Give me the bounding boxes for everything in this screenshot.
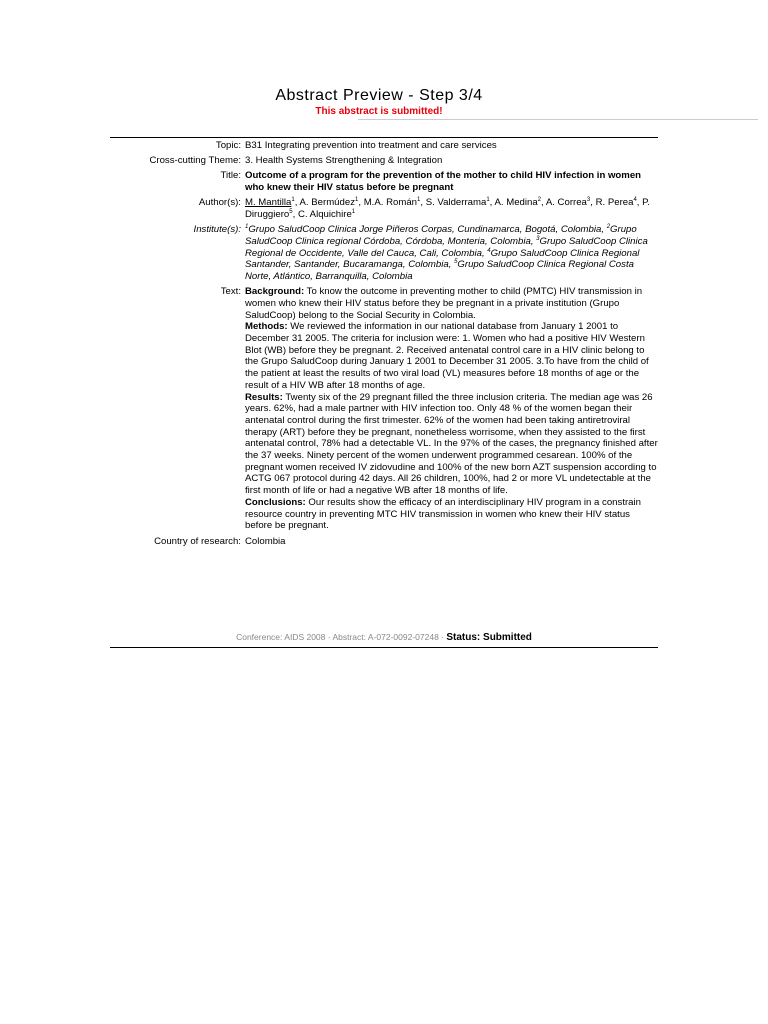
topic-label: Topic: [215, 140, 241, 151]
author-affiliation-number: 2 [537, 197, 542, 204]
section-heading: Results: [244, 391, 283, 403]
section-body: To know the outcome in preventing mother to child (PMTC) HIV transmission in women who knew their HIV status before they be pregnant in a private institution (Grupo SaludCoop) belong to the Social Security in Colombia. [244, 286, 643, 321]
abstract-section [245, 392, 658, 497]
author-affiliation-number: 4 [633, 197, 637, 204]
country-row [110, 536, 658, 548]
theme-label: Cross-cutting Theme: [149, 155, 241, 167]
country-value: Colombia [244, 535, 286, 547]
abstract-section [245, 497, 658, 532]
theme-row [110, 155, 658, 170]
institute-number: 5 [454, 259, 458, 266]
author-affiliation-number: 5 [289, 209, 293, 216]
abstract-text [245, 286, 658, 535]
author-name[interactable]: M. Mantilla [244, 197, 292, 209]
topic-value: B31 Integrating prevention into treatment and care services [244, 140, 497, 151]
author-name: C. Alquichire [297, 209, 352, 221]
institute-name: Grupo SaludCoop Clinica regional Córdoba, Córdoba, Monteria, Colombia [244, 224, 637, 247]
abstract-section [245, 321, 658, 391]
authors-row [110, 197, 658, 224]
text-row [110, 286, 658, 535]
institute-name: Grupo SaludCoop Clinica Regional Santander, Santander, Bucaramanga, Colombia [244, 247, 640, 271]
section-heading: Conclusions: [244, 496, 306, 508]
topic-row [110, 140, 658, 155]
author-affiliation-number: 1 [291, 197, 295, 204]
institute-name: Grupo SaludCoop Clinica Regional de Occidente, Valle del Cauca, Cali, Colombia [244, 235, 648, 259]
institutes-label: Institute(s): [193, 224, 241, 236]
header-divider [110, 137, 658, 138]
title-label: Title: [220, 170, 241, 182]
submitted-notice: This abstract is submitted! [315, 106, 443, 117]
author-name: R. Perea [595, 197, 634, 209]
author-name: M.A. Román [363, 197, 418, 209]
section-body: Our results show the efficacy of an interdisciplinary HIV program in a constrain resource country in preventing MTC HIV transmission in women who knew their HIV status before be pregnant. [244, 496, 641, 532]
status-badge: Status: Submitted [446, 632, 532, 643]
footer [110, 632, 658, 643]
institute-number: 3 [536, 235, 540, 242]
author-name: P. Diruggiero [244, 197, 650, 221]
author-name: A. Medina [494, 197, 538, 209]
abstract-section [245, 286, 658, 321]
abstract-title: Outcome of a program for the prevention of the mother to child HIV infection in women who knew their HIV status before be pregnant [244, 170, 642, 194]
authors-list: M. Mantilla$^1$, A. Bermúdez$^1$, M.A. Román$^1$, S. Valderrama$^1$, A. Medina$^2$, A. Correa$^3$, R. Perea$^4$, P. Diruggiero$^5$, C. Alquichire$^1$ [244, 197, 650, 221]
author-name: S. Valderrama [425, 197, 487, 209]
institute-number: 4 [487, 247, 491, 254]
institute-number: 1 [244, 224, 249, 231]
authors-label: Author(s): [198, 197, 241, 209]
section-body: We reviewed the information in our national database from January 1 2001 to December 31 2005. The criteria for inclusion were: 1. Women who had a positive HIV Western Blot (WB) before they be pregnant. 2. Received antenatal control care in a HIV clinic belong to the Grupo SaludCoop during January 1 2001 to December 31 2005. 3.To have from the child of the patient at least the results of two viral load (VL) measures before 18 months of age or the result of a HIV WB after 18 months of age. [244, 321, 649, 391]
author-name: A. Bermúdez [299, 197, 355, 209]
theme-value: 3. Health Systems Strengthening & Integration [244, 155, 443, 167]
text-label: Text: [220, 286, 241, 298]
title-row [110, 170, 658, 197]
author-affiliation-number: 1 [486, 197, 490, 204]
institute-number: 2 [606, 224, 611, 231]
header-divider-gray [358, 119, 758, 120]
footer-divider [110, 647, 658, 648]
author-affiliation-number: 1 [417, 197, 421, 204]
author-affiliation-number: 3 [586, 197, 591, 204]
footer-text: Conference: AIDS 2008 · Abstract: A-072-0092-07248 · [236, 632, 444, 642]
institutes-list: $^1$Grupo SaludCoop Clinica Jorge Piñeros Corpas, Cundinamarca, Bogotá, Colombia, $^2$Grupo SaludCoop Clinica regional Córdoba, Córdoba, Monteria, Colombia, $^3$Grupo SaludCoop Clinica Regional de Occidente, Valle del Cauca, Cali, Colombia, $^4$Grupo SaludCoop Clinica Regional Santander, Santander, Bucaramanga, Colombia, $^5$Grupo SaludCoop Clinica Regional Costa Norte, Atlántico, Barranquilla, Colombia [244, 224, 648, 283]
institutes-row [110, 224, 658, 286]
institute-name: Grupo SaludCoop Clinica Jorge Piñeros Corpas, Cundinamarca, Bogotá, Colombia [248, 224, 602, 236]
author-affiliation-number: 1 [351, 209, 356, 216]
country-label: Country of research: [154, 535, 241, 547]
section-body: Twenty six of the 29 pregnant filled the three inclusion criteria. The median age was 26 years. 62%, had a male partner with HIV infection too. Only 48 % of the women began their antenatal control during the first trimester. 62% of the women had been taking antiretroviral therapy (ART) before they be pregnant, nonetheless worrisome, when they assisted to the first antenatal control, 78% had a detectable VL. In the 97% of the cases, the pregnancy finished after the 37 weeks. Ninety percent of the women underwent programmed cesarean. 100% of the pregnant women received IV zidovudine and 100% of the new born AZT suspension according to ACTG 067 protocol during 42 days. All 26 children, 100%, had 2 or more VL undetectable at the first month of life or had a negative WB after 18 months of life. [244, 391, 658, 497]
author-affiliation-number: 1 [355, 197, 359, 204]
abstract-details-table [110, 140, 658, 547]
section-heading: Methods: [244, 321, 288, 333]
author-name: A. Correa [545, 197, 587, 209]
section-heading: Background: [244, 286, 305, 298]
page-title: Abstract Preview - Step 3/4 [275, 87, 483, 104]
institute-name: Grupo SaludCoop Clinica Regional Costa Norte, Atlántico, Barranquilla, Colombia [244, 259, 634, 283]
